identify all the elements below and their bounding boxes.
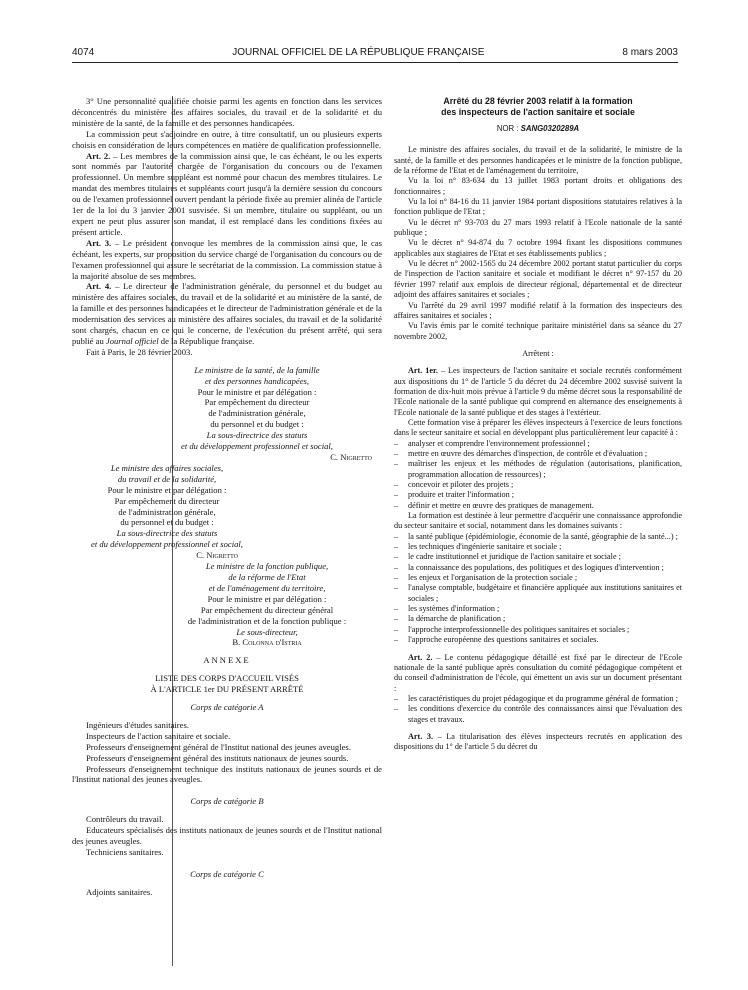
paragraph: La formation est destinée à leur permettre d'acquérir une connaissance approfondie du secteur sanitaire et social, notamment dans les domaines suivants : [394, 511, 682, 531]
category-heading: Corps de catégorie A [190, 702, 264, 713]
list-item: – les caractéristiques du projet pédagogique et du programme général de formation ; [394, 694, 682, 704]
signatory-name: C. Nigretto [196, 550, 238, 561]
minister-title: de la réforme de l'Etat [228, 571, 306, 582]
delegation-line: Par empêchement du directeur [114, 495, 220, 506]
signature-block-1 [132, 365, 382, 463]
article-text: – Le contenu pédagogique détaillé est fixé par le directeur de l'Ecole nationale de la santé publique après consultation du comité pédagogique compétent et du conseil d'administration de l'école, qui émettent un avis sur un document présentant : [394, 652, 682, 693]
signatory-title: La sous-directrice des statuts [116, 528, 218, 539]
list-item: Professeurs d'enseignement technique des instituts nationaux de jeunes sourds et de l'Institut national des jeunes aveugles. [72, 763, 382, 785]
capacities-list [394, 439, 682, 511]
nor-label: NOR : [496, 124, 521, 133]
delegation-line: Pour le ministre et par délégation : [207, 593, 327, 604]
signatory-name: B. Colonna d'Istria [232, 637, 302, 648]
article-3 [72, 238, 382, 282]
domains-list [394, 532, 682, 646]
list-item: – analyser et comprendre l'environnement professionnel ; [394, 439, 682, 449]
list-item: – maîtriser les enjeux et les méthodes de régulation (autorisations, planification, programmation allocation de ressources) ; [394, 459, 682, 480]
minister-title: et de l'aménagement du territoire, [208, 582, 326, 593]
list-item: – produire et traiter l'information ; [394, 490, 682, 500]
category-heading: Corps de catégorie B [190, 796, 264, 807]
signatory-title: La sous-directrice des statuts [206, 430, 308, 441]
category-heading: Corps de catégorie C [190, 868, 264, 879]
article-text: – Les membres de la commission ainsi que, le cas échéant, le ou les experts sont nommés par l'autorité chargée de l'organisation du concours ou de l'examen professionnel. Un membre suppléant est nommé pour chacun des membres titulaires. Le mandat des membres titulaires et suppléants court jusqu'à la dernière session du concours ou de l'examen professionnel ouvert pendant la période fixée au premier alinéa de l'article 1er de la loi du 3 janvier 2001 susvisée. Si un membre, titulaire ou suppléant, ou un expert ne peut plus assurer son mandat, il est remplacé dans les conditions fixées au présent article. [72, 150, 383, 237]
journal-reference: Journal officiel [105, 335, 159, 346]
article-text: – La titularisation des élèves inspecteurs recrutés en application des dispositions du 1° de l'article 5 du décret du [394, 731, 683, 752]
list-item: Adjoints sanitaires. [86, 886, 153, 897]
list-item: Contrôleurs du travail. [86, 814, 164, 825]
list-item: – définir et mettre en œuvre des pratiques de management. [394, 501, 682, 511]
signature-block-2 [72, 463, 262, 561]
article-label: Art. 3. [86, 237, 112, 248]
annexe-subtitle: LISTE DES CORPS D'ACCUEIL VISÉS [155, 673, 299, 684]
delegation-line: de l'administration et de la fonction publique : [187, 615, 347, 626]
nor-value: SANG0320289A [520, 124, 580, 133]
paragraph: 3° Une personnalité qualifiée choisie parmi les agents en fonction dans les services déconcentrés du ministère des affaires sociales, du travail et de la solidarité et du ministère de la santé, de la famille et des personnes handicapées. [72, 96, 382, 128]
list-item: – le cadre institutionnel et juridique de l'action sanitaire et sociale ; [394, 552, 682, 562]
minister-title: du travail et de la solidarité, [117, 473, 217, 484]
list-item: – l'approche européenne des questions sanitaires et sociales. [394, 635, 682, 645]
signatory-title: et du développement professionnel et social, [181, 441, 333, 452]
list-item: – la connaissance des populations, des politiques et des logiques d'intervention ; [394, 563, 682, 573]
delegation-line: du personnel et du budget : [120, 517, 214, 528]
right-column [394, 96, 682, 753]
left-column [72, 96, 382, 898]
list-item: – les conditions d'exercice du contrôle des connaissances ainsi que l'évaluation des stages et travaux. [394, 704, 682, 725]
page-header [72, 44, 678, 60]
delegation-line: de l'administration générale, [118, 506, 216, 517]
annexe-subtitle: À L'ARTICLE 1er DU PRÉSENT ARRÊTÉ [150, 684, 304, 695]
article-label: Art. 2. [86, 150, 111, 161]
delegation-line: Pour le ministre et par délégation : [197, 386, 317, 397]
minister-title: et des personnes handicapées, [204, 375, 310, 386]
list-item: Ingénieurs d'études sanitaires. [86, 719, 189, 730]
paragraph: La commission peut s'adjoindre en outre, à titre consultatif, un ou plusieurs experts choisis en considération de leurs compétences en matière de qualification professionnelle. [72, 128, 382, 150]
article-2 [72, 151, 382, 238]
signatory-name: C. Nigretto [330, 452, 372, 462]
list-item: – l'analyse comptable, budgétaire et financière appliquée aux institutions sanitaires et sociales ; [394, 583, 682, 604]
article-text: – Le directeur de l'administration générale, du personnel et du budget au ministère des affaires sociales, du travail et de la solidarité et au ministère de la santé, de la famille et des personnes handicapées et le directeur de l'administration générale et de la modernisation des services au ministère des affaires sociales, du travail et de la solidarité sont chargés, chacun en ce qui le concerne, de l'exécution du présent arrêté, qui sera publié au [72, 281, 383, 346]
vu-item: Vu la loi n° 83-634 du 13 juillet 1983 portant droits et obligations des fonctionnaires ; [394, 176, 682, 196]
list-item: – les systèmes d'information ; [394, 604, 682, 614]
paragraph: Cette formation vise à préparer les élèves inspecteurs à l'exercice de leurs fonctions dans le secteur sanitaire et social en développant plus particulièrement leur capacité à : [394, 417, 682, 438]
vu-item: Vu le décret n° 94-874 du 7 octobre 1994 fixant les dispositions communes applicables aux stagiaires de l'Etat et ses établissements publics ; [394, 238, 682, 258]
delegation-line: Pour le ministre et par délégation : [107, 484, 227, 495]
delegation-line: Par empêchement du directeur [204, 397, 310, 408]
list-item: Techniciens sanitaires. [86, 847, 164, 857]
article-1 [394, 366, 682, 418]
article-label: Art. 3. [408, 731, 434, 741]
vu-item: Vu le décret n° 93-703 du 27 mars 1993 relatif à l'Ecole nationale de la santé publique ; [394, 217, 682, 238]
list-item: Professeurs d'enseignement général des instituts nationaux de jeunes sourds. [86, 752, 349, 763]
decree-title: des inspecteurs de l'action sanitaire et sociale [441, 106, 635, 117]
delegation-line: de l'administration générale, [208, 408, 306, 419]
issue-date: 8 mars 2003 [622, 46, 678, 58]
list-item: Inspecteurs de l'action sanitaire et sociale. [86, 730, 231, 741]
list-item: – la santé publique (épidémiologie, économie de la santé, géographie de la santé...) ; [394, 532, 682, 542]
article-label: Art. 4. [86, 281, 112, 292]
header-rule [72, 62, 678, 63]
nor-reference [394, 124, 682, 134]
signatory-title: et du développement professionnel et social, [91, 539, 243, 550]
vu-item: Vu le décret n° 2002-1565 du 24 décembre 2002 portant statut particulier du corps de l'inspection de l'action sanitaire et sociale et modifiant le décret n° 97-157 du 20 février 1997 relatif aux emplois de directeur régional, départemental et de directeur adjoint des affaires sanitaires et sociales ; [394, 259, 682, 300]
list-item: – mettre en œuvre des démarches d'inspection, de contrôle et d'évaluation ; [394, 449, 682, 459]
art2-list [394, 694, 682, 725]
list-item: – l'approche interprofessionnelle des politiques sanitaires et sociales ; [394, 625, 682, 635]
signature-block-3 [152, 561, 382, 648]
article-2 [394, 653, 682, 694]
paragraph: Le ministre des affaires sociales, du travail et de la solidarité, le ministre de la santé, de la famille et des personnes handicapées et le ministre de la fonction publique, de la réforme de l'Etat et de l'aménagement du territoire, [394, 145, 682, 176]
delegation-line: Par empêchement du directeur général [200, 604, 334, 615]
minister-title: Le ministre des affaires sociales, [110, 462, 224, 473]
article-3 [394, 732, 682, 753]
vu-item: Vu la loi n° 84-16 du 11 janvier 1984 portant dispositions statutaires relatives à la fonction publique de l'Etat ; [394, 197, 682, 217]
article-text: – Le président convoque les membres de la commission ainsi que, le cas échéant, les experts, sur proposition du service chargé de l'organisation du concours ou de l'examen professionnel qui assure le secrétariat de la commission. La commission statue à la majorité absolue de ses membres. [72, 237, 383, 281]
minister-title: Le ministre de la santé, de la famille [194, 364, 320, 375]
list-item: – les techniques d'ingénierie sanitaire et sociale ; [394, 542, 682, 552]
page-number: 4074 [72, 46, 95, 58]
minister-title: Le ministre de la fonction publique, [205, 561, 329, 572]
article-label: Art. 2. [408, 652, 433, 662]
signature-date: Fait à Paris, le 28 février 2003. [86, 346, 193, 357]
delegation-line: du personnel et du budget : [210, 419, 304, 430]
journal-title: JOURNAL OFFICIEL DE LA RÉPUBLIQUE FRANÇAISE [232, 46, 485, 58]
vu-item: Vu l'arrêté du 29 avril 1997 modifié relatif à la formation des inspecteurs des affaires sanitaires et sociales ; [394, 300, 682, 320]
list-item: – concevoir et piloter des projets ; [394, 480, 682, 490]
arretent-heading: Arrêtent : [522, 348, 554, 358]
list-item: Professeurs d'enseignement général de l'Institut national des jeunes aveugles. [86, 741, 351, 752]
decree-title: Arrêté du 28 février 2003 relatif à la formation [443, 96, 633, 106]
list-item: – la démarche de planification ; [394, 614, 682, 624]
article-4 [72, 281, 382, 346]
list-item: – les enjeux et l'organisation de la protection sociale ; [394, 573, 682, 583]
signatory-title: Le sous-directeur, [236, 626, 298, 637]
article-text: – Les inspecteurs de l'action sanitaire et sociale recrutés conformément aux dispositions du 1° de l'article 5 du décret du 24 décembre 2002 susvisé suivent la formation de dix-huit mois prévue à l'article 9 du même décret sous la responsabilité de l'Ecole nationale de la santé publique qui comprend en alternance des enseignements à l'Ecole nationale de la santé publique et des stages à l'extérieur. [394, 366, 682, 417]
article-label: Art. 1er. [408, 366, 438, 376]
list-item: Educateurs spécialisés des instituts nationaux de jeunes sourds et de l'Institut national des jeunes aveugles. [72, 825, 382, 847]
annexe-heading: ANNEXE [203, 655, 251, 666]
vu-item: Vu l'avis émis par le comité technique paritaire ministériel dans sa séance du 27 novembre 2002, [394, 321, 682, 341]
article-text-end: de la République française. [158, 335, 255, 346]
